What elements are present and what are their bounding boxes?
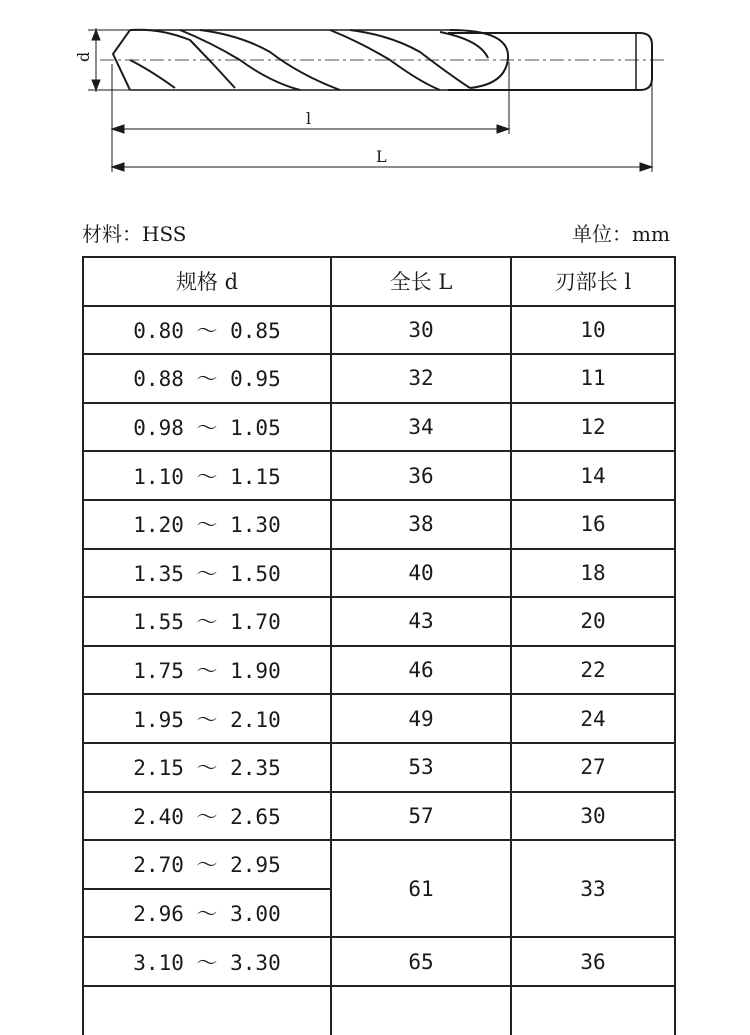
cell-spec: 1.75 ～ 1.90	[83, 646, 331, 695]
unit-label: 单位：mm	[572, 222, 670, 246]
cell-total-length: 30	[331, 306, 511, 355]
table-row	[83, 500, 675, 549]
table-row	[83, 792, 675, 841]
drill-dimension-drawing	[0, 0, 750, 200]
cell-spec: 2.40 ～ 2.65	[83, 792, 331, 841]
cell-spec: 0.88 ～ 0.95	[83, 354, 331, 403]
cell-total-length: 32	[331, 354, 511, 403]
cell-total-length: 46	[331, 646, 511, 695]
table-row	[83, 403, 675, 452]
column-header-flute-length: 刃部长 l	[511, 257, 675, 306]
table-row-partial	[83, 986, 675, 1035]
cell-flute-length: 36	[511, 937, 675, 986]
cell-flute-length: 20	[511, 597, 675, 646]
cell-spec: 2.15 ～ 2.35	[83, 743, 331, 792]
cell-total-length-empty	[331, 986, 511, 1035]
cell-flute-length: 12	[511, 403, 675, 452]
table-row	[83, 840, 675, 889]
cell-total-length: 61	[331, 840, 511, 937]
cell-spec: 1.35 ～ 1.50	[83, 549, 331, 598]
cell-spec: 0.80 ～ 0.85	[83, 306, 331, 355]
cell-flute-length: 11	[511, 354, 675, 403]
table-row	[83, 354, 675, 403]
column-header-spec: 规格 d	[83, 257, 331, 306]
cell-spec: 1.55 ～ 1.70	[83, 597, 331, 646]
spec-table	[82, 256, 676, 1035]
cell-flute-length: 24	[511, 694, 675, 743]
diameter-label: d	[74, 51, 93, 62]
cell-total-length: 43	[331, 597, 511, 646]
cell-spec: 0.98 ～ 1.05	[83, 403, 331, 452]
material-label: 材料：HSS	[82, 222, 187, 246]
cell-spec: 1.20 ～ 1.30	[83, 500, 331, 549]
table-row	[83, 549, 675, 598]
table-row	[83, 306, 675, 355]
cell-flute-length: 30	[511, 792, 675, 841]
cell-flute-length: 16	[511, 500, 675, 549]
table-row	[83, 694, 675, 743]
table-row	[83, 937, 675, 986]
cell-flute-length: 18	[511, 549, 675, 598]
cell-spec: 1.10 ～ 1.15	[83, 451, 331, 500]
cell-spec: 3.10 ～ 3.30	[83, 937, 331, 986]
cell-total-length: 40	[331, 549, 511, 598]
cell-flute-length: 33	[511, 840, 675, 937]
total-length-label: L	[376, 147, 387, 166]
table-header-row	[83, 257, 675, 306]
cell-total-length: 49	[331, 694, 511, 743]
table-row	[83, 646, 675, 695]
cell-total-length: 65	[331, 937, 511, 986]
column-header-total-length: 全长 L	[331, 257, 511, 306]
table-row	[83, 451, 675, 500]
cell-flute-length: 14	[511, 451, 675, 500]
cell-flute-length: 22	[511, 646, 675, 695]
table-row	[83, 597, 675, 646]
cell-total-length: 53	[331, 743, 511, 792]
cell-spec-empty	[83, 986, 331, 1035]
cell-total-length: 38	[331, 500, 511, 549]
flute-length-label: l	[306, 109, 312, 128]
cell-flute-length: 10	[511, 306, 675, 355]
cell-flute-length-empty	[511, 986, 675, 1035]
cell-spec: 2.96 ～ 3.00	[83, 889, 331, 938]
cell-flute-length: 27	[511, 743, 675, 792]
cell-total-length: 36	[331, 451, 511, 500]
cell-total-length: 57	[331, 792, 511, 841]
cell-spec: 2.70 ～ 2.95	[83, 840, 331, 889]
table-row	[83, 743, 675, 792]
cell-spec: 1.95 ～ 2.10	[83, 694, 331, 743]
cell-total-length: 34	[331, 403, 511, 452]
